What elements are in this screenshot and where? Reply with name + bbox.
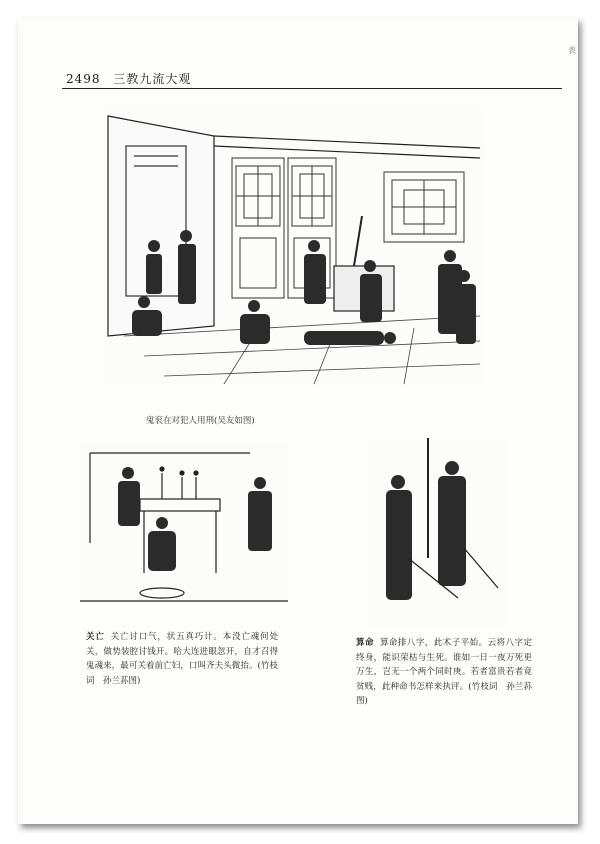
page-number: 2498 — [66, 72, 101, 86]
illustration-interrogation — [104, 106, 484, 386]
entry-term: 算命 — [356, 638, 374, 648]
page-edge-glyph: 表 — [568, 46, 576, 55]
page-header — [66, 70, 191, 87]
entry-guanwang — [86, 630, 278, 688]
entry-body: 关亡讨口气，状五真巧计。本没亡魂何处关，做势装腔讨钱开。哈大连进眼忽开，自才召得鬼魂来，最可关着前亡妇，口叫齐夫头微抬。(竹枝词 孙兰荪图) — [86, 632, 278, 686]
entry-suanming — [356, 636, 532, 709]
entry-term: 关亡 — [86, 632, 105, 642]
book-page — [18, 18, 578, 824]
illustration-caption: 鬼衮在对犯人用刑(吴友如图) — [146, 416, 255, 426]
illustration-suanming — [368, 438, 508, 628]
header-rule — [62, 88, 562, 89]
entry-body: 算命排八字，此术子平始。云将八字定终身，能识荣枯与生死。谁如一日一夜万死更万生，岂无一个两个同时庚。若者富贵若者竟贫贱，此种命书怎样来执评。(竹枝词 孙兰荪图) — [356, 638, 532, 706]
book-title: 三教九流大观 — [113, 72, 192, 86]
illustration-guanwang — [80, 443, 288, 603]
